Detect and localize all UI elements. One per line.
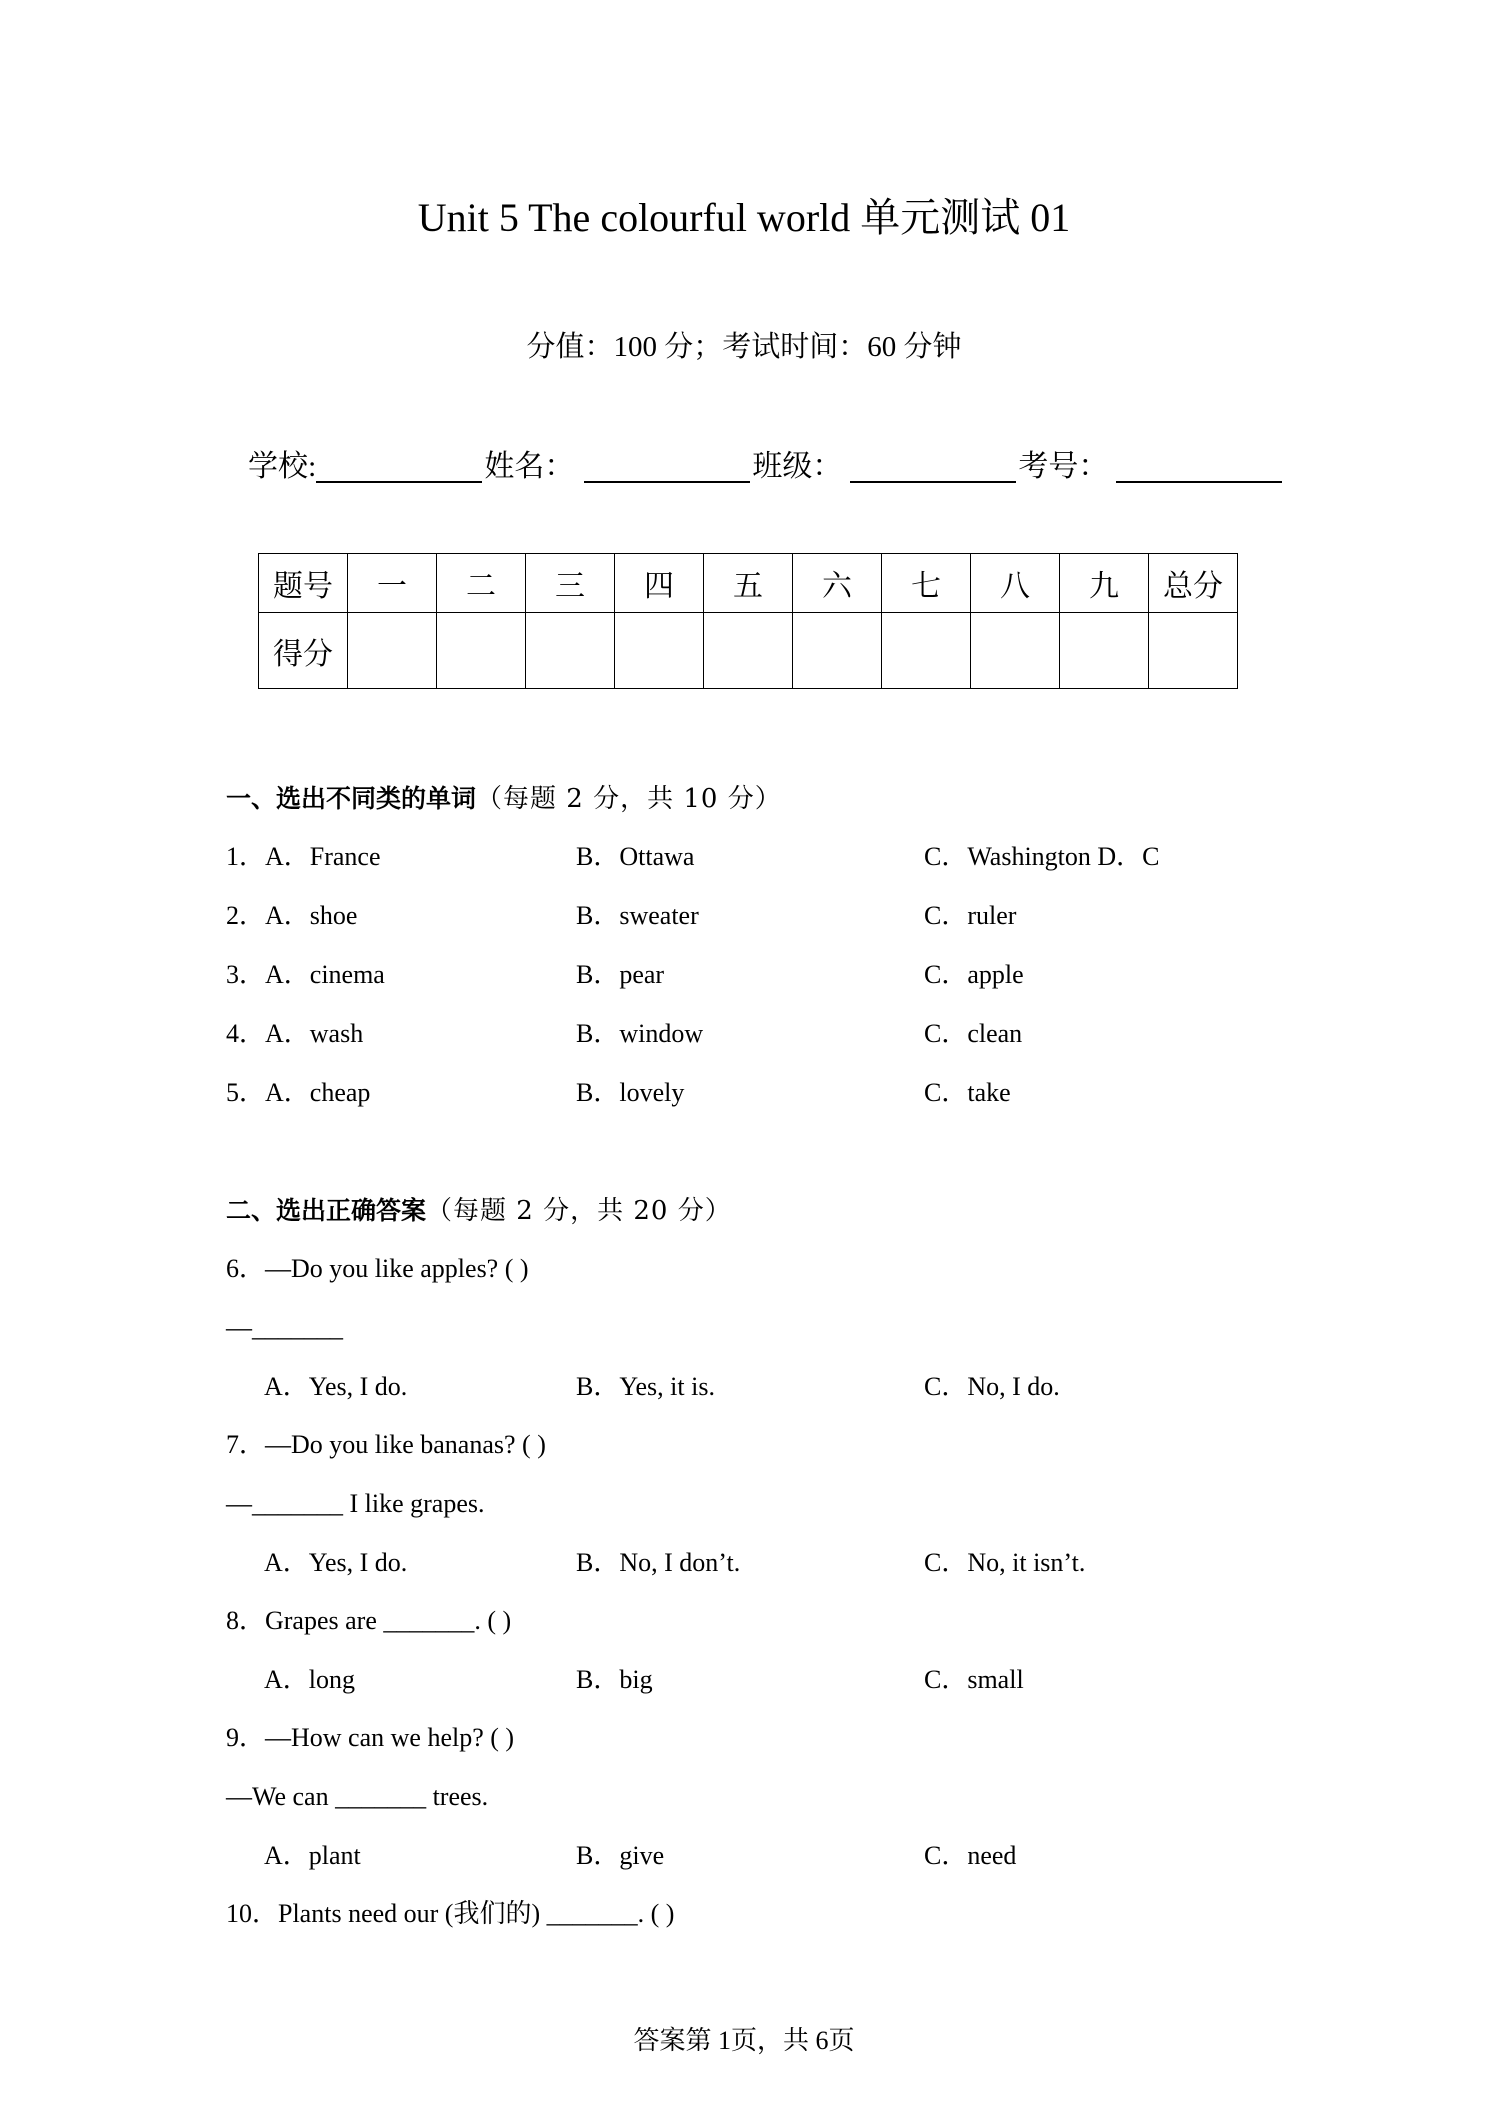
question-option-a: 5．A．cheap (226, 1078, 371, 1107)
score-header-cell: 题号 (259, 554, 348, 613)
option-b: B．big (576, 1665, 653, 1694)
section1-title: 一、选出不同类的单词 (226, 784, 477, 813)
question-option-a: 3．A．cinema (226, 960, 385, 989)
score-cell[interactable] (971, 613, 1060, 689)
question-7-stem: 7．—Do you like bananas? ( ) (226, 1430, 546, 1459)
exam-title: Unit 5 The colourful world 单元测试 01 (417, 195, 1071, 240)
option-a: A．plant (264, 1841, 361, 1870)
class-blank[interactable] (850, 451, 1016, 483)
score-header-cell: 七 (882, 554, 971, 613)
question-option-b: B．Ottawa (576, 842, 695, 871)
question-6-answer-line: —_______ (226, 1313, 343, 1342)
question-7-answer-line: —_______ I like grapes. (226, 1489, 485, 1518)
student-info-line (248, 447, 1282, 487)
question-option-c: C．clean (924, 1019, 1023, 1048)
score-header-cell: 一 (348, 554, 437, 613)
question-option-b: B．lovely (576, 1078, 685, 1107)
score-header-cell: 五 (704, 554, 793, 613)
score-cell[interactable] (793, 613, 882, 689)
score-header-cell: 二 (437, 554, 526, 613)
section2-note: （每题 2 分，共 20 分） (426, 1196, 732, 1226)
question-10-stem: 10．Plants need our (我们的) _______. ( ) (226, 1899, 675, 1928)
question-option-a: 1．A．France (226, 842, 381, 871)
score-header-cell: 八 (971, 554, 1060, 613)
section2-heading (226, 1193, 732, 1229)
name-blank[interactable] (584, 451, 750, 483)
option-c: C．small (924, 1665, 1024, 1694)
score-header-cell: 三 (526, 554, 615, 613)
score-header-cell: 四 (615, 554, 704, 613)
score-header-cell: 总分 (1149, 554, 1238, 613)
option-a: A．long (264, 1665, 356, 1694)
score-header-cell: 九 (1060, 554, 1149, 613)
section1-heading (226, 781, 782, 817)
score-table-header-row (259, 554, 1238, 613)
name-label: 姓名： (484, 450, 575, 483)
score-row-label: 得分 (259, 613, 348, 689)
question-option-b: B．window (576, 1019, 704, 1048)
exam-subtitle: 分值：100 分；考试时间：60 分钟 (526, 331, 962, 363)
score-table-score-row (259, 613, 1238, 689)
score-cell[interactable] (1060, 613, 1149, 689)
score-cell[interactable] (882, 613, 971, 689)
score-cell[interactable] (1149, 613, 1238, 689)
option-c: C．need (924, 1841, 1017, 1870)
option-b: B．No, I don’t. (576, 1548, 741, 1577)
question-option-c: C．take (924, 1078, 1011, 1107)
question-option-c: C．Washington D．C (924, 842, 1160, 871)
section1-note: （每题 2 分，共 10 分） (476, 784, 782, 814)
page-footer: 答案第 1页，共 6页 (633, 2026, 855, 2055)
school-label: 学校: (248, 450, 317, 483)
option-b: B．Yes, it is. (576, 1372, 715, 1401)
question-8-stem: 8．Grapes are _______. ( ) (226, 1606, 512, 1635)
score-table (258, 553, 1238, 689)
class-label: 班级： (752, 450, 843, 483)
school-blank[interactable] (316, 451, 482, 483)
score-cell[interactable] (615, 613, 704, 689)
question-9-stem: 9．—How can we help? ( ) (226, 1723, 515, 1752)
option-a: A．Yes, I do. (264, 1548, 408, 1577)
question-6-stem: 6．—Do you like apples? ( ) (226, 1254, 529, 1283)
option-b: B．give (576, 1841, 665, 1870)
score-cell[interactable] (437, 613, 526, 689)
question-option-c: C．ruler (924, 901, 1017, 930)
question-option-b: B．sweater (576, 901, 699, 930)
question-option-c: C．apple (924, 960, 1024, 989)
section2-title: 二、选出正确答案 (226, 1196, 427, 1225)
question-option-b: B．pear (576, 960, 665, 989)
option-a: A．Yes, I do. (264, 1372, 408, 1401)
number-label: 考号： (1018, 450, 1109, 483)
option-c: C．No, it isn’t. (924, 1548, 1086, 1577)
question-9-answer-line: —We can _______ trees. (226, 1782, 489, 1811)
number-blank[interactable] (1116, 451, 1282, 483)
question-option-a: 2．A．shoe (226, 901, 358, 930)
score-cell[interactable] (348, 613, 437, 689)
score-cell[interactable] (704, 613, 793, 689)
option-c: C．No, I do. (924, 1372, 1060, 1401)
score-header-cell: 六 (793, 554, 882, 613)
score-cell[interactable] (526, 613, 615, 689)
question-option-a: 4．A．wash (226, 1019, 364, 1048)
